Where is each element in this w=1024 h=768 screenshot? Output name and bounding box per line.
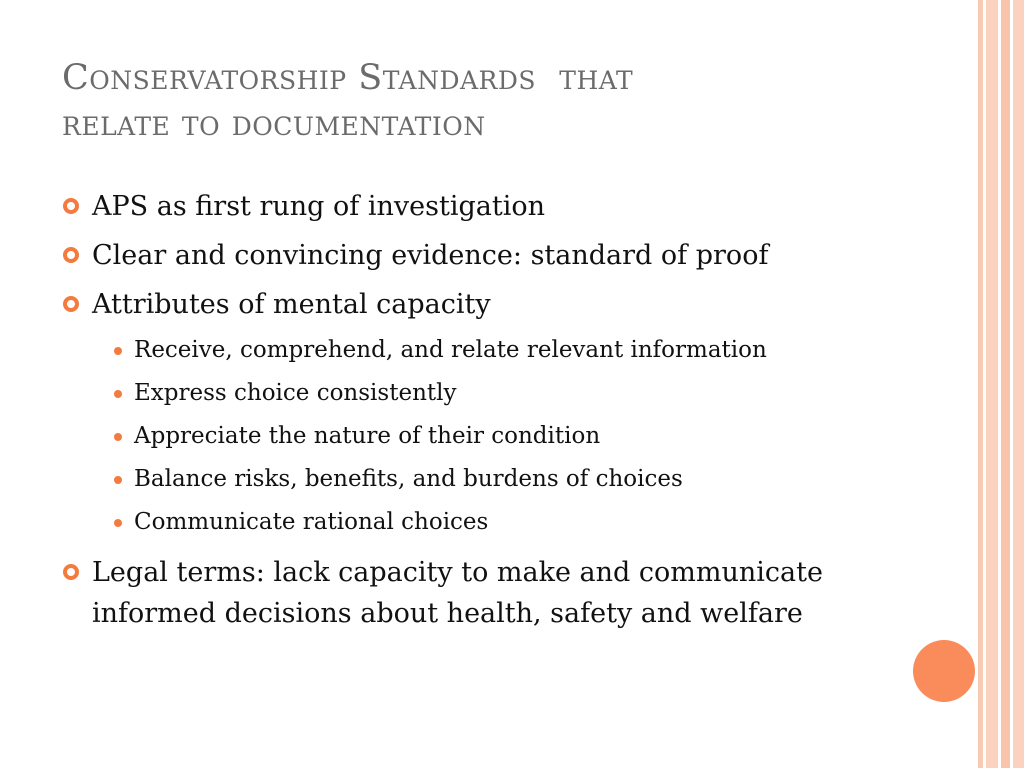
title-line-1: Conservatorship Standards that (62, 58, 634, 98)
sub-bullet-item (92, 372, 902, 415)
sub-bullet-item (92, 458, 902, 501)
bullet-text: Clear and convincing evidence: standard of proof (92, 240, 769, 271)
ring-bullet-icon (63, 247, 79, 263)
stripe (986, 0, 998, 768)
sub-bullet-text: Appreciate the nature of their condition (134, 423, 601, 449)
sub-bullet-text: Communicate rational choices (134, 509, 489, 535)
decorative-stripes (978, 0, 1024, 768)
sub-bullet-text: Receive, comprehend, and relate relevant information (134, 337, 767, 363)
title-line-2: relate to documentation (62, 104, 486, 144)
dot-bullet-icon (114, 390, 122, 398)
bullet-item (62, 284, 902, 544)
ring-bullet-icon (63, 198, 79, 214)
sub-bullet-text: Balance risks, benefits, and burdens of choices (134, 466, 683, 492)
bullet-text: Legal terms: lack capacity to make and communicate informed decisions about health, safety and welfare (92, 557, 823, 629)
decorative-circle (913, 640, 975, 702)
sub-bullet-item (92, 329, 902, 372)
ring-bullet-icon (63, 296, 79, 312)
slide-body (62, 186, 902, 642)
bullet-item (62, 235, 902, 276)
ring-bullet-icon (63, 564, 79, 580)
bullet-text: Attributes of mental capacity (92, 289, 491, 320)
bullet-list (62, 186, 902, 634)
sub-bullet-list (92, 329, 902, 544)
sub-bullet-text: Express choice consistently (134, 380, 457, 406)
slide-title (62, 55, 912, 147)
stripe (1001, 0, 1010, 768)
bullet-text: APS as first rung of investigation (92, 191, 545, 222)
sub-bullet-item (92, 415, 902, 458)
dot-bullet-icon (114, 519, 122, 527)
dot-bullet-icon (114, 433, 122, 441)
dot-bullet-icon (114, 476, 122, 484)
bullet-item (62, 186, 902, 227)
sub-bullet-item (92, 501, 902, 544)
bullet-item (62, 552, 902, 634)
dot-bullet-icon (114, 347, 122, 355)
stripe (1013, 0, 1024, 768)
